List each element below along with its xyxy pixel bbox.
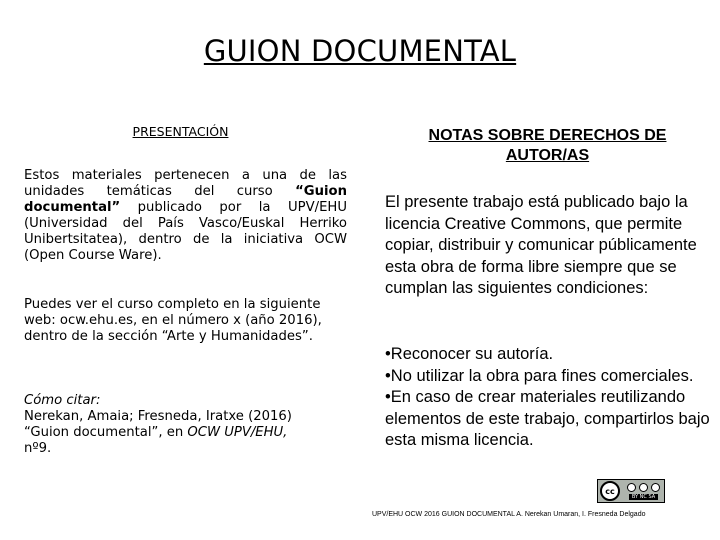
document-title: GUION DOCUMENTAL [203, 34, 517, 68]
condition-attribution: •Reconocer su autoría. [385, 345, 554, 363]
creative-commons-by-nc-sa-icon [597, 479, 665, 503]
copyright-heading-line1: NOTAS SOBRE DERECHOS DE [428, 127, 667, 144]
presentation-heading: PRESENTACIÓN [132, 124, 229, 139]
course-link-paragraph: Puedes ver el curso completo en la siguiente web: ocw.ehu.es, en el número x (año 2016), dentro de la sección “Arte y Humanidades”. [24, 297, 322, 344]
intro-text-end: publicado por la UPV/EHU (Universidad del País Vasco/Euskal Herriko Unibertsitatea), dentro de la iniciativa OCW (Open Course Ware). [24, 200, 347, 263]
footer-credits: UPV/EHU OCW 2016 GUION DOCUMENTAL A. Nerekan Umaran, I. Fresneda Delgado [372, 511, 646, 518]
citation-source-publisher: OCW UPV/EHU, [187, 425, 288, 440]
copyright-heading [385, 126, 710, 166]
citation-source-title: “Guion documental”, en [24, 425, 188, 440]
non-commercial-icon [639, 483, 648, 492]
citation-label: Cómo citar: [24, 393, 101, 408]
citation-number: nº9. [24, 441, 52, 456]
cc-terms [623, 483, 664, 500]
intro-paragraph [24, 168, 347, 264]
copyright-heading-line2: AUTOR/AS [505, 147, 590, 164]
course-name: “Guion documental” [24, 184, 347, 215]
license-conditions-list [385, 344, 715, 452]
intro-text-start: Estos materiales pertenecen a una de las unidades temáticas del curso [24, 168, 347, 199]
license-description: El presente trabajo está publicado bajo la licencia Creative Commons, que permite copiar, distribuir y comunicar públicamente esta obra de forma libre siempre que se cumplan las siguientes condiciones: [385, 193, 697, 297]
condition-share-alike: •En caso de crear materiales reutilizando elementos de este trabajo, compartirlos bajo esta misma licencia. [385, 388, 710, 449]
cc-logo-icon: cc [600, 481, 620, 501]
citation-source [24, 425, 347, 441]
cc-term-icons [627, 483, 660, 492]
copyright-notes-column [385, 126, 715, 449]
cc-terms-strip: BY NC SA [629, 494, 658, 500]
attribution-icon [627, 483, 636, 492]
condition-non-commercial: •No utilizar la obra para fines comerciales. [385, 366, 694, 385]
share-alike-icon [651, 483, 660, 492]
citation-block [24, 393, 347, 457]
citation-authors: Nerekan, Amaia; Fresneda, Iratxe (2016) [24, 409, 292, 424]
presentation-column [24, 124, 347, 456]
